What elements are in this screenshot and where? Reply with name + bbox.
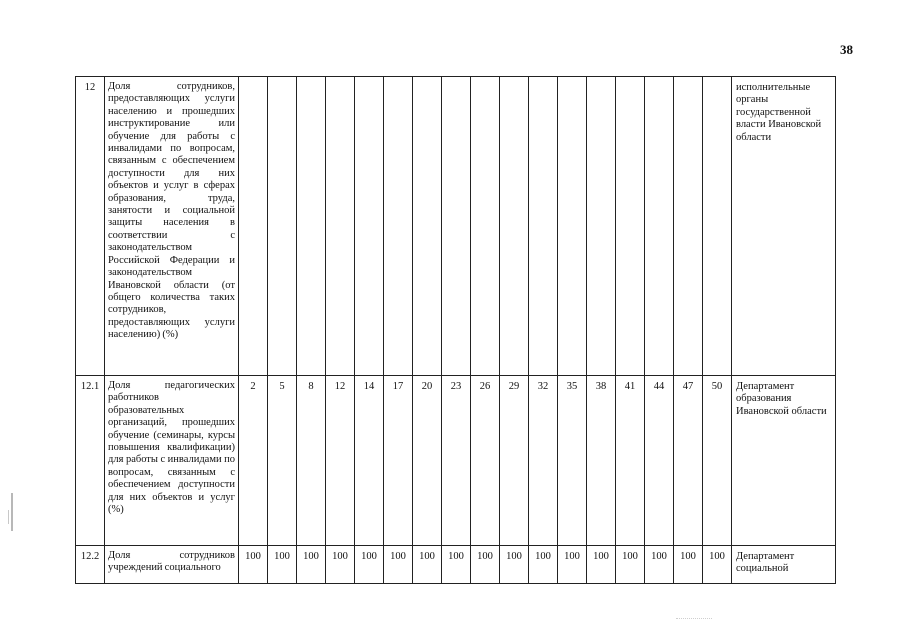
year-value [442, 77, 471, 376]
row-description: Доля сотрудников, предоставляющих услуги населению и прошедших инструктирование или обучение для работы с инвалидами по вопросам, связанным с обеспечением доступности для них объектов и услуг в сферах образования, труда, занятости и социальной защиты населения в соответствии с законодательством Российской Федерации и законодательством Ивановской области (от общего количества таких сотрудников, предоставляющих услуги населению) (%) [105, 77, 239, 376]
year-value: 5 [268, 376, 297, 546]
year-value [297, 77, 326, 376]
responsible-body: Департамент образования Ивановской области [732, 376, 836, 546]
year-value: 100 [645, 546, 674, 584]
year-value: 100 [239, 546, 268, 584]
year-value: 100 [529, 546, 558, 584]
year-value: 44 [645, 376, 674, 546]
year-value: 100 [500, 546, 529, 584]
row-description: Доля сотрудников учреждений социального [105, 546, 239, 584]
responsible-body: Департамент социальной [732, 546, 836, 584]
year-value: 8 [297, 376, 326, 546]
row-number: 12 [76, 77, 105, 376]
scan-speckle [676, 618, 712, 623]
year-value [529, 77, 558, 376]
year-value: 100 [674, 546, 703, 584]
year-value: 12 [326, 376, 355, 546]
year-value: 38 [587, 376, 616, 546]
year-value: 100 [268, 546, 297, 584]
year-value: 100 [326, 546, 355, 584]
year-value [587, 77, 616, 376]
year-value [239, 77, 268, 376]
year-value: 100 [471, 546, 500, 584]
year-value: 32 [529, 376, 558, 546]
year-value: 14 [355, 376, 384, 546]
year-value [413, 77, 442, 376]
year-value: 100 [413, 546, 442, 584]
year-value: 100 [442, 546, 471, 584]
year-value [384, 77, 413, 376]
table-row [76, 376, 836, 546]
year-value [500, 77, 529, 376]
year-value: 41 [616, 376, 645, 546]
row-description: Доля педагогических работников образовательных организаций, прошедших обучение (семинары, курсы повышения квалификации) для работы с инвалидами по вопросам, связанным с обеспечением доступности для них объектов и услуг (%) [105, 376, 239, 546]
year-value: 100 [616, 546, 645, 584]
year-value: 100 [558, 546, 587, 584]
table-row [76, 77, 836, 376]
table-row [76, 546, 836, 584]
year-value [703, 77, 732, 376]
indicator-table [75, 76, 836, 584]
year-value [326, 77, 355, 376]
year-value: 100 [297, 546, 326, 584]
year-value: 23 [442, 376, 471, 546]
row-number: 12.2 [76, 546, 105, 584]
year-value [268, 77, 297, 376]
year-value [558, 77, 587, 376]
year-value [645, 77, 674, 376]
year-value: 17 [384, 376, 413, 546]
responsible-body: исполнительные органы государственной власти Ивановской области [732, 77, 836, 376]
scan-margin-mark [11, 493, 13, 531]
year-value: 26 [471, 376, 500, 546]
year-value: 29 [500, 376, 529, 546]
year-value: 100 [384, 546, 413, 584]
year-value: 100 [587, 546, 616, 584]
year-value: 100 [703, 546, 732, 584]
year-value [355, 77, 384, 376]
row-number: 12.1 [76, 376, 105, 546]
year-value: 2 [239, 376, 268, 546]
year-value: 50 [703, 376, 732, 546]
year-value: 20 [413, 376, 442, 546]
year-value [471, 77, 500, 376]
scan-margin-mark [8, 510, 9, 524]
year-value [674, 77, 703, 376]
page-number: 38 [840, 42, 853, 57]
year-value [616, 77, 645, 376]
year-value: 100 [355, 546, 384, 584]
year-value: 47 [674, 376, 703, 546]
year-value: 35 [558, 376, 587, 546]
